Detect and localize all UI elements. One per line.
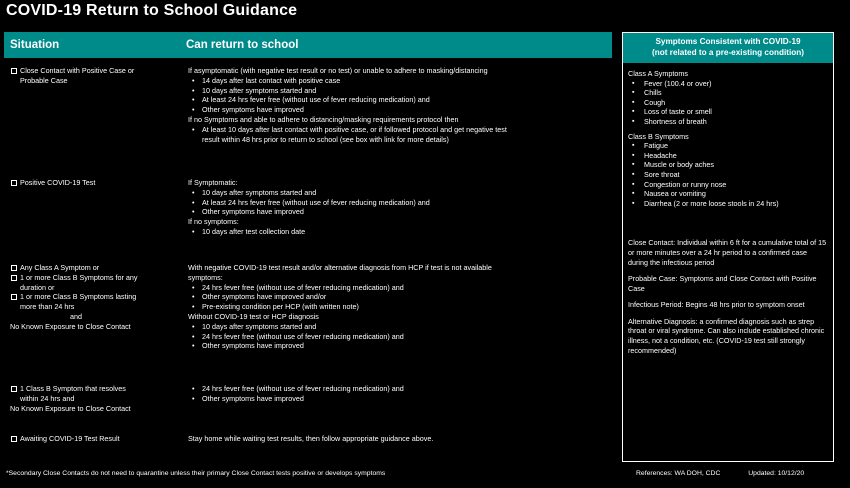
footnote: *Secondary Close Contacts do not need to quarantine unless their primary Close Contact tests positive or develops symptoms bbox=[6, 470, 386, 477]
situation-line: 1 Class B Symptom that resolves bbox=[10, 384, 178, 394]
page-title: COVID-19 Return to School Guidance bbox=[6, 2, 298, 19]
class-b-symptom: ▪ Diarrhea (2 or more loose stools in 24 hrs) bbox=[628, 199, 828, 209]
definition: Infectious Period: Begins 48 hrs prior to symptom onset bbox=[628, 300, 805, 310]
situation-line: No Known Exposure to Close Contact bbox=[10, 403, 131, 413]
references-bar bbox=[636, 470, 804, 477]
bullet-line: • Other symptoms have improved bbox=[188, 394, 606, 404]
bullet-line: • 10 days after symptoms started and bbox=[188, 188, 606, 198]
class-a-title: Class A Symptoms bbox=[628, 69, 688, 78]
situation-cell bbox=[10, 434, 178, 444]
return-cell bbox=[188, 66, 606, 144]
text-line: Stay home while waiting test results, then follow appropriate guidance above. bbox=[188, 434, 434, 443]
bullet-line: • Other symptoms have improved bbox=[188, 341, 606, 351]
situation-line: 1 or more Class B Symptoms lasting bbox=[10, 292, 178, 302]
return-header: Can return to school bbox=[186, 39, 299, 51]
situation-line: Close Contact with Positive Case or bbox=[10, 66, 178, 76]
text-line: symptoms: bbox=[188, 272, 223, 282]
bullet-line: • 10 days after symptoms started and bbox=[188, 86, 606, 96]
class-b-symptom: ▪ Nausea or vomiting bbox=[628, 189, 828, 199]
bullet-line: • 24 hrs fever free (without use of fever reducing medication) and bbox=[188, 332, 606, 342]
updated-date: Updated: 10/12/20 bbox=[748, 470, 805, 477]
situation-line: more than 24 hrs bbox=[20, 302, 75, 312]
bullet-line: • Other symptoms have improved bbox=[188, 105, 606, 115]
table-header bbox=[4, 32, 612, 58]
text-line: Without COVID-19 test or HCP diagnosis bbox=[188, 311, 319, 321]
bullet-line: • Pre-existing condition per HCP (with written note) bbox=[188, 302, 606, 312]
class-a-symptom: ▪ Cough bbox=[628, 98, 828, 108]
situation-line: 1 or more Class B Symptoms for any bbox=[10, 273, 178, 283]
class-b-symptom: ▪ Fatigue bbox=[628, 141, 828, 151]
return-cell bbox=[188, 263, 606, 351]
situation-line: Any Class A Symptom or bbox=[10, 263, 178, 273]
bullet-line: • 14 days after last contact with positive case bbox=[188, 76, 606, 86]
definition: Probable Case: Symptoms and Close Contact with Positive Case bbox=[628, 274, 817, 293]
symptoms-panel bbox=[622, 32, 834, 462]
situation-line: No Known Exposure to Close Contact bbox=[10, 321, 131, 331]
class-b-symptom: ▪ Sore throat bbox=[628, 170, 828, 180]
class-a-symptom: ▪ Chills bbox=[628, 88, 828, 98]
guidance-table bbox=[4, 32, 612, 457]
text-line: If no symptoms: bbox=[188, 217, 239, 227]
class-a-list bbox=[628, 79, 828, 127]
return-cell bbox=[188, 434, 606, 444]
definitions bbox=[628, 238, 828, 355]
bullet-line: • At least 10 days after last contact with positive case, or if followed protocol and get negative test bbox=[188, 125, 606, 135]
definition: Alternative Diagnosis: a confirmed diagnosis such as strep throat or viral syndrome. Can also include established chronic illness, not a condition, etc. (COVID-19 test still strongly recommended) bbox=[628, 316, 825, 355]
bullet-line: • Other symptoms have improved bbox=[188, 207, 606, 217]
class-a-symptom: ▪ Shortness of breath bbox=[628, 117, 828, 127]
class-b-symptom: ▪ Congestion or runny nose bbox=[628, 180, 828, 190]
class-b-title: Class B Symptoms bbox=[628, 131, 689, 141]
class-a-symptom: ▪ Loss of taste or smell bbox=[628, 107, 828, 117]
text-line: With negative COVID-19 test result and/or alternative diagnosis from HCP if test is not available bbox=[188, 263, 492, 272]
situation-line: Positive COVID-19 Test bbox=[10, 178, 178, 188]
situation-line: duration or bbox=[20, 282, 55, 292]
text-line: If no Symptoms and able to adhere to distancing/masking requirements protocol then bbox=[188, 114, 459, 124]
bullet-line: • 10 days after test collection date bbox=[188, 227, 606, 237]
bullet-line: • 10 days after symptoms started and bbox=[188, 322, 606, 332]
situation-cell bbox=[10, 178, 178, 188]
bullet-line: • 24 hrs fever free (without use of fever reducing medication) and bbox=[188, 384, 606, 394]
situation-line: within 24 hrs and bbox=[20, 393, 75, 403]
text-line: If Symptomatic: bbox=[188, 178, 238, 187]
symptoms-heading: Symptoms Consistent with COVID-19 bbox=[655, 37, 801, 46]
situation-cell bbox=[10, 263, 178, 332]
situation-header: Situation bbox=[10, 39, 60, 51]
references: References: WA DOH, CDC bbox=[636, 470, 721, 477]
text-line: result within 48 hrs prior to return to school (see box with link for more details) bbox=[202, 134, 449, 144]
class-a-symptom: ▪ Fever (100.4 or over) bbox=[628, 79, 828, 89]
symptoms-panel-header bbox=[623, 33, 833, 63]
class-b-symptom: ▪ Muscle or body aches bbox=[628, 160, 828, 170]
bullet-line: • Other symptoms have improved and/or bbox=[188, 292, 606, 302]
situation-line: and bbox=[70, 311, 82, 321]
return-cell bbox=[188, 384, 606, 404]
text-line: If asymptomatic (with negative test result or no test) or unable to adhere to masking/distancing bbox=[188, 66, 488, 75]
definition: Close Contact: Individual within 6 ft for a cumulative total of 15 or more minutes over a 24 hr period to a confirmed case during the infectious period bbox=[628, 238, 827, 267]
bullet-line: • At least 24 hrs fever free (without use of fever reducing medication) and bbox=[188, 198, 606, 208]
situation-line: Probable Case bbox=[20, 75, 68, 85]
bullet-line: • 24 hrs fever free (without use of fever reducing medication) and bbox=[188, 283, 606, 293]
situation-line: Awaiting COVID-19 Test Result bbox=[10, 434, 178, 444]
symptoms-subheading: (not related to a pre-existing condition) bbox=[652, 48, 804, 57]
class-b-list bbox=[628, 141, 828, 208]
return-cell bbox=[188, 178, 606, 237]
class-b-symptom: ▪ Headache bbox=[628, 151, 828, 161]
situation-cell bbox=[10, 66, 178, 86]
bullet-line: • At least 24 hrs fever free (without use of fever reducing medication) and bbox=[188, 95, 606, 105]
situation-cell bbox=[10, 384, 178, 413]
